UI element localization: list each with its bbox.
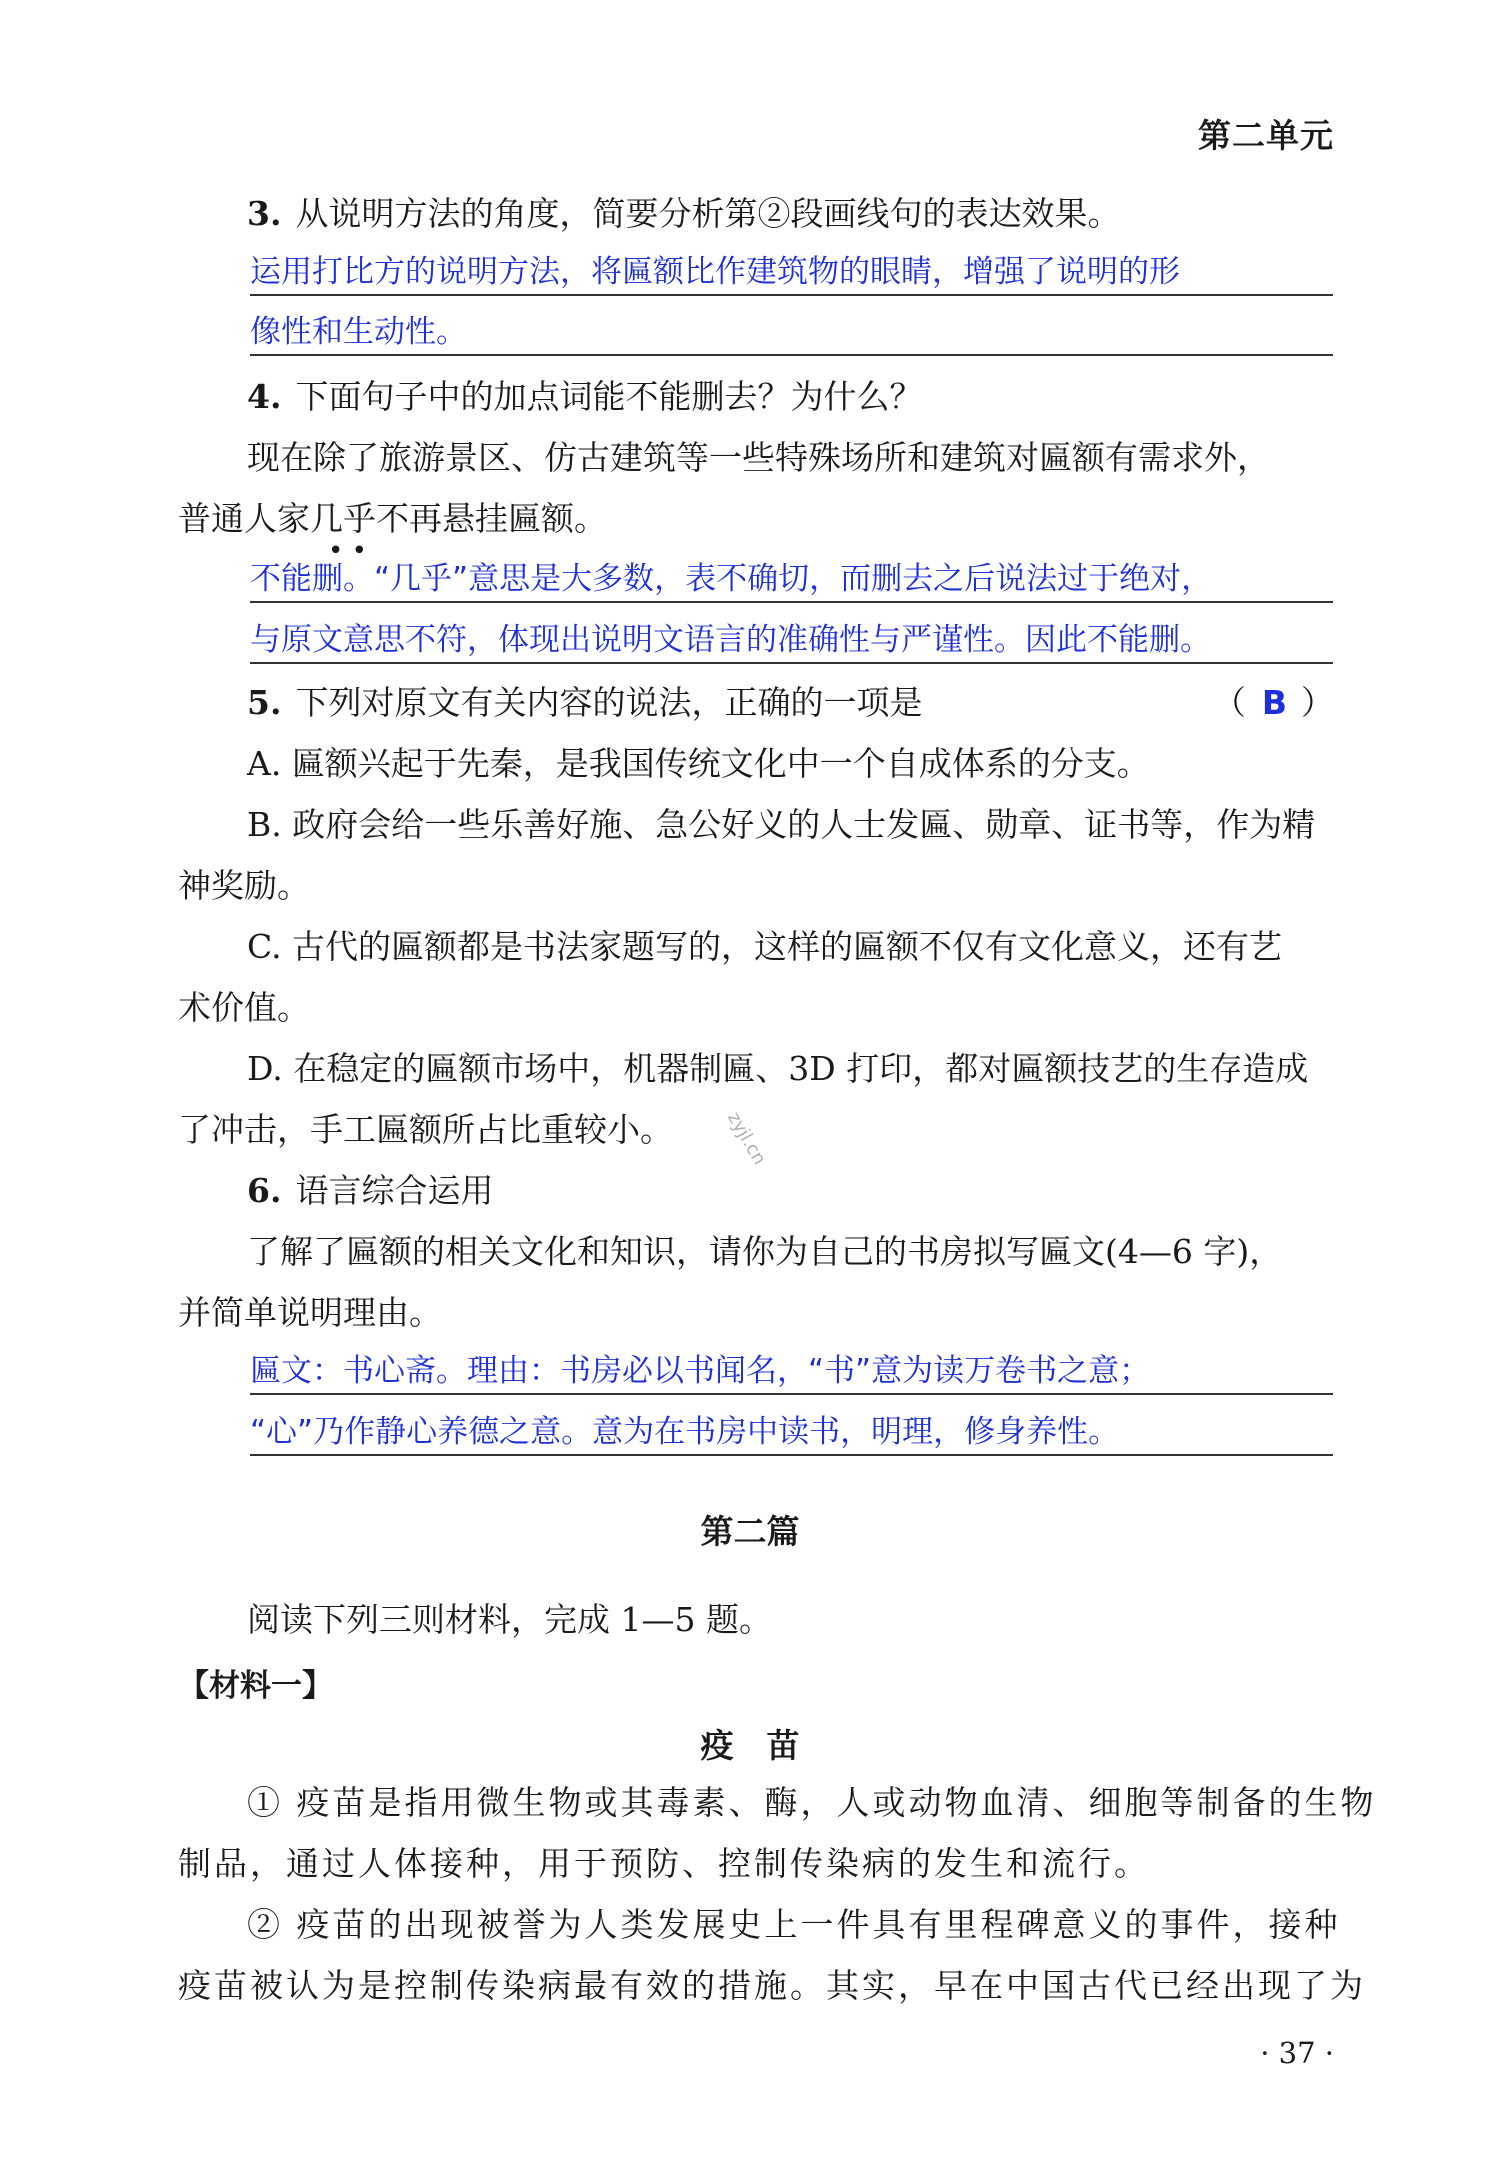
section-title: 第二篇 [700,1512,800,1551]
article-paragraph: 疫苗被认为是控制传染病最有效的措施。其实，早在中国古代已经出现了为 [178,1966,1366,2005]
answer-line: 与原文意思不符，体现出说明文语言的准确性与严谨性。因此不能删。 [250,618,1333,664]
question-prompt: 了解了匾额的相关文化和知识，请你为自己的书房拟写匾文(4—6 字)， [247,1232,1283,1271]
quoted-sentence: 普通人家几乎不再悬挂匾额。 [178,499,607,538]
article-paragraph: ② 疫苗的出现被誉为人类发展史上一件具有里程碑意义的事件，接种 [247,1905,1341,1944]
answer-line: 不能删。“几乎”意思是大多数，表不确切，而删去之后说法过于绝对， [250,557,1333,603]
question-prompt: 并简单说明理由。 [178,1293,442,1332]
answer-line: 匾文：书心斋。理由：书房必以书闻名，“书”意为读万卷书之意； [250,1349,1333,1395]
article-paragraph: 制品，通过人体接种，用于预防、控制传染病的发生和流行。 [178,1844,1150,1883]
question-text: 下面句子中的加点词能不能删去？为什么？ [295,377,923,416]
question-number: 4. [247,377,282,416]
question-number: 5. [247,683,282,722]
question-5 [247,681,1334,725]
question-6 [247,1169,1334,1213]
question-text: 下列对原文有关内容的说法，正确的一项是 [295,683,923,722]
answer-line: “心”乃作静心养德之意。意为在书房中读书，明理，修身养性。 [250,1410,1333,1456]
material-label: 【材料一】 [178,1668,333,1704]
question-text: 语言综合运用 [295,1171,494,1210]
page-number: · 37 · [1260,2036,1334,2070]
option-a: A. 匾额兴起于先秦，是我国传统文化中一个自成体系的分支。 [247,744,1150,783]
option-b-cont: 神奖励。 [178,866,310,905]
question-text: 从说明方法的角度，简要分析第②段画线句的表达效果。 [295,194,1121,233]
choice-answer: B [1261,683,1287,722]
paren-close: ） [1301,683,1334,722]
unit-header: 第二单元 [1198,116,1334,155]
option-c: C. 古代的匾额都是书法家题写的，这样的匾额不仅有文化意义，还有艺 [247,927,1283,966]
answer-line: 运用打比方的说明方法，将匾额比作建筑物的眼睛，增强了说明的形 [250,250,1333,296]
quoted-sentence: 现在除了旅游景区、仿古建筑等一些特殊场所和建筑对匾额有需求外， [247,438,1270,477]
answer-bracket [1213,681,1334,725]
article-title: 疫 苗 [700,1726,800,1765]
watermark: zyjl.cn [723,1108,770,1169]
answer-line: 像性和生动性。 [250,310,1333,356]
question-number: 6. [247,1171,282,1210]
question-4 [247,375,1334,419]
option-d: D. 在稳定的匾额市场中，机器制匾、3D 打印，都对匾额技艺的生存造成 [247,1049,1309,1088]
option-c-cont: 术价值。 [178,988,310,1027]
emphasis-dots: • • [328,536,367,566]
option-b: B. 政府会给一些乐善好施、急公好义的人士发匾、勋章、证书等，作为精 [247,805,1316,844]
question-3 [247,192,1334,236]
reading-instruction: 阅读下列三则材料，完成 1—5 题。 [247,1600,772,1639]
paren-open: （ [1212,683,1246,722]
question-number: 3. [247,194,282,233]
option-d-cont: 了冲击，手工匾额所占比重较小。 [178,1110,673,1149]
article-paragraph: ① 疫苗是指用微生物或其毒素、酶，人或动物血清、细胞等制备的生物 [247,1783,1377,1822]
